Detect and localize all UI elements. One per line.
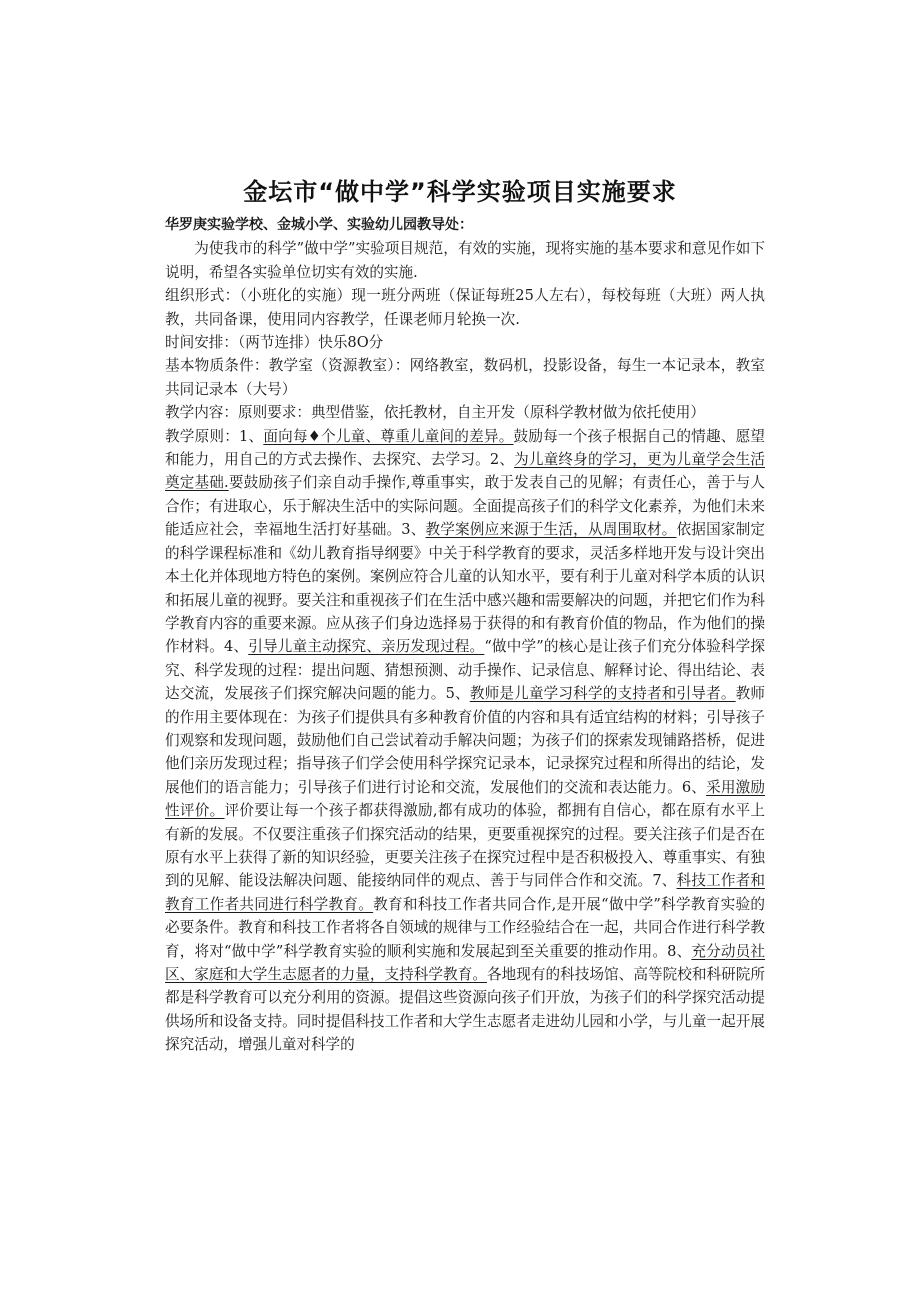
principle-2-text: 要鼓励孩子们亲自动手操作,尊重事实，敢于发表自己的见解；有责任心，善于与人合作；有进取心，乐于解决生活中的实际问题。全面提高孩子们的科学文化素养，为他们未来能适应社会，幸福地生活打好基础。 xyxy=(165,474,765,539)
addressee: 华罗庚实验学校、金城小学、实验幼儿园教导处： xyxy=(165,217,473,233)
principle-7-title: 科技工作者和教育工作者共同进行科学教育。 xyxy=(165,872,765,913)
content-paragraph: 教学内容：原则要求：典型借鉴，依托教材，自主开发（原科学教材做为依托使用） xyxy=(165,404,705,422)
principle-8-text: 各地现有的科技场馆、高等院校和科研院所都是科学教育可以充分利用的资源。提倡这些资源向孩子们开放，为孩子们的科学探究活动提供场所和设备支持。同时提倡科技工作者和大学生志愿者走进幼儿园和小学，与儿童一起开展探究活动，增强儿童对科学的 xyxy=(165,966,765,1054)
principle-6-number: 6、 xyxy=(681,778,707,796)
principle-7-text: 教育和科技工作者共同合作,是开展“做中学”科学教育实验的必要条件。教育和科技工作者将各自领域的规律与工作经验结合在一起，共同合作进行科学教育，将对“做中学”科学教育实验的顺利实施和发展起到至关重要的推动作用。 xyxy=(165,895,765,960)
principle-4-title: 引导儿童主动探究、亲历发现过程。 xyxy=(248,638,485,656)
time-paragraph: 时间安排：（两节连排）快乐8O分 xyxy=(165,334,384,352)
principle-4-text: “做中学”的核心是让孩子们充分体验科学探究、科学发现的过程：提出问题、猜想预测、动手操作、记录信息、解释讨论、得出结论、表达交流，发展孩子们探究解决问题的能力。 xyxy=(165,638,765,703)
principle-2-number: 2、 xyxy=(489,451,515,469)
conditions-paragraph: 基本物质条件：教学室（资源教室）：网络教室，数码机，投影设备，每生一本记录本，教室共同记录本（大号） xyxy=(165,357,765,398)
principle-5-title: 教师是儿童学习科学的支持者和引导者。 xyxy=(469,685,736,703)
org-form-paragraph: 组织形式：（小班化的实施）现一班分两班（保证每班25人左右），每校每班（大班）两人执教，共同备课，使用同内容教学，任课老师月轮换一次. xyxy=(165,287,765,328)
principle-3-text: 依据国家制定的科学课程标准和《幼儿教育指导纲要》中关于科学教育的要求，灵活多样地开发与设计突出本土化并体现地方特色的案例。案例应符合儿童的认知水平，要有利于儿童对科学本质的认识和拓展儿童的视野。要关注和重视孩子们在生活中感兴趣和需要解决的问题，并把它们作为科学教育内容的重要来源。应从孩子们身边选择易于获得的和有教育价值的物品，作为他们的操作材料。 xyxy=(165,521,765,656)
principle-7-number: 7、 xyxy=(652,872,677,890)
principle-8-number: 8、 xyxy=(667,942,692,960)
principles-lead: 教学原则： xyxy=(165,427,240,445)
principle-1-text: 鼓励每一个孩子根据自己的情趣、愿望和能力，用自己的方式去操作、去探究、去学习。 xyxy=(165,427,765,469)
principle-5-text: 教师的作用主要体现在：为孩子们提供具有多种教育价值的内容和具有适宜结构的材料；引导孩子们观察和发现问题，鼓励他们自己尝试着动手解决问题；为孩子们的探索发现铺路搭桥，促进他们亲历发现过程；指导孩子们学会使用科学探究记录本，记录探究过程和所得出的结论，发展他们的语言能力；引导孩子们进行讨论和交流，发展他们的交流和表达能力。 xyxy=(165,685,765,796)
principle-6-text: 评价要让每一个孩子都获得激励,都有成功的体验，都拥有自信心，都在原有水平上有新的发展。不仅要注重孩子们探究活动的结果，更要重视探究的过程。要关注孩子们是否在原有水平上获得了新的知识经验，更要关注孩子在探究过程中是否积极投入、尊重事实、有独到的见解、能设法解决问题、能接纳同伴的观点、善于与同伴合作和交流。 xyxy=(165,802,765,890)
principle-3-title: 教学案例应来源于生活，从周围取材。 xyxy=(425,521,677,539)
principle-4-number: 4、 xyxy=(224,638,249,656)
principle-6-title: 采用激励性评价。 xyxy=(165,778,765,820)
principles-paragraph xyxy=(165,425,765,1057)
principle-1-title: 面向每♦个儿童、尊重儿童间的差异。 xyxy=(263,427,514,445)
document-title: 金坛市“做中学”科学实验项目实施要求 xyxy=(243,178,677,206)
principle-2-title: 为儿童终身的学习，更为儿童学会生活奠定基础. xyxy=(165,451,765,492)
principle-1-number: 1、 xyxy=(239,427,264,445)
principle-3-number: 3、 xyxy=(401,521,426,539)
principle-8-title: 充分动员社区、家庭和大学生志愿者的力量，支持科学教育。 xyxy=(165,942,765,983)
intro-paragraph: 为使我市的科学”做中学”实验项目规范，有效的实施，现将实施的基本要求和意见作如下说明，希望各实验单位切实有效的实施. xyxy=(165,240,765,281)
document-body xyxy=(165,214,765,1057)
principle-5-number: 5、 xyxy=(445,685,470,703)
